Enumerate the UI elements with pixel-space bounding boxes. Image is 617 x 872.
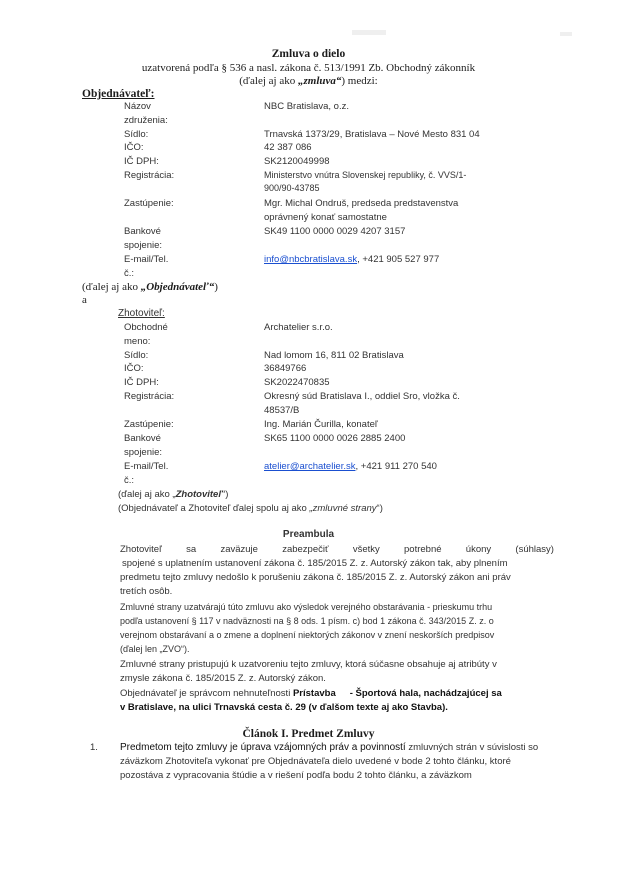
value: SK65 1100 0000 0026 2885 2400	[264, 433, 406, 444]
value: Archatelier s.r.o.	[264, 322, 333, 333]
label: združenia:	[124, 115, 168, 126]
word: Zhotoviteľ	[120, 544, 162, 555]
preambula-heading: Preambula	[282, 529, 335, 540]
objednavatel-alias	[82, 281, 218, 293]
text: (Objednávateľ a Zhotoviteľ ďalej spolu aj ako	[118, 503, 310, 514]
value: SK2022470835	[264, 377, 330, 388]
label: č.:	[124, 268, 135, 279]
preambula-line: tretích osôb.	[120, 586, 173, 597]
preambula-line: zmysle zákona č. 185/2015 Z. z. Autorský zákon.	[120, 673, 326, 684]
preambula-line: Zmluvné strany pristupujú k uzatvoreniu tejto zmluvy, ktorá súčasne obsahuje aj atribúty v	[120, 659, 497, 670]
text: Objednávateľ je správcom nehnuteľnosti	[120, 688, 293, 699]
label: Názov	[124, 101, 151, 112]
article-line	[120, 742, 538, 753]
label: Registrácia:	[124, 391, 175, 402]
phone: , +421 905 527 977	[357, 254, 440, 265]
text: (ďalej aj ako	[82, 281, 141, 293]
value: NBC Bratislava, o.z.	[264, 101, 349, 112]
preambula-line: verejnom obstarávaní a o zmene a doplnení niektorých zákonov v znení neskorších predpisov	[120, 630, 495, 640]
value: SK2120049998	[264, 156, 330, 167]
word: potrebné	[404, 544, 442, 555]
value: Ing. Marián Čurilla, konateľ	[264, 419, 378, 430]
text: zmluvných strán v súvislosti so	[405, 742, 539, 753]
value: 36849766	[264, 363, 307, 374]
preambula-line: Zmluvné strany uzatvárajú túto zmluvu ako výsledok verejného obstarávania - prieskumu trhu	[120, 602, 493, 612]
scan-smudge	[352, 30, 386, 35]
label: Registrácia:	[124, 170, 175, 181]
preambula-p1-line1	[120, 544, 554, 555]
text: ) medzi:	[341, 75, 378, 87]
value: 48537/B	[264, 405, 300, 416]
email-link[interactable]: info@nbcbratislava.sk	[264, 254, 358, 265]
objednavatel-heading: Objednávateľ:	[82, 88, 155, 100]
zhotovitel-heading: Zhotoviteľ:	[118, 308, 165, 319]
label: Zastúpenie:	[124, 198, 174, 209]
phone: , +421 911 270 540	[355, 461, 437, 472]
label: spojenie:	[124, 447, 163, 458]
word: (súhlasy)	[515, 544, 554, 555]
text: “)	[222, 489, 229, 500]
article-item-number: 1.	[90, 742, 98, 753]
emphasis: „zmluva“	[297, 75, 342, 87]
email-link[interactable]: atelier@archatelier.sk	[264, 461, 356, 472]
value: SK49 1100 0000 0029 4207 3157	[264, 226, 406, 237]
parties-alias	[118, 503, 383, 514]
value: Okresný súd Bratislava I., oddiel Sro, vložka č.	[264, 391, 460, 402]
preambula-line: (ďalej len „ZVO“).	[120, 644, 190, 654]
word: zabezpečiť	[282, 544, 329, 555]
value: Nad lomom 16, 811 02 Bratislava	[264, 350, 404, 361]
label: Zastúpenie:	[124, 419, 174, 430]
label: E-mail/Tel.	[124, 461, 169, 472]
contact-value	[264, 254, 439, 265]
label: spojenie:	[124, 240, 163, 251]
preambula-line: spojené s uplatnením ustanovení zákona č. 185/2015 Z. z. Autorský zákon tak, aby plnením	[122, 558, 508, 569]
article-line: záväzkom Zhotoviteľa vykonať pre Objednávateľa dielo uvedené v bode 2 tohto článku, ktoré	[120, 756, 511, 767]
label: IČO:	[124, 142, 144, 153]
value: Trnavská 1373/29, Bratislava – Nové Mesto 831 04	[264, 129, 480, 140]
word: všetky	[352, 544, 380, 555]
article-heading: Článok I. Predmet Zmluvy	[242, 728, 375, 740]
label: č.:	[124, 475, 135, 486]
label: meno:	[124, 336, 151, 347]
document-title: Zmluva o dielo	[271, 48, 346, 60]
word: zaväzuje	[220, 544, 258, 555]
value: 42 387 086	[264, 142, 312, 153]
value: Mgr. Michal Ondruš, predseda predstavenstva	[264, 198, 459, 209]
contact-value	[264, 461, 437, 472]
text-bold: - Športová hala, nachádzajúcej sa	[349, 688, 502, 699]
zhotovitel-alias	[118, 489, 228, 500]
text: (ďalej aj ako „	[118, 489, 176, 500]
document-subtitle: uzatvorená podľa § 536 a nasl. zákona č. 513/1991 Zb. Obchodný zákonník	[141, 62, 476, 74]
emphasis: Zhotoviteľ	[175, 489, 223, 500]
scan-smudge	[560, 32, 572, 36]
label: Sídlo:	[124, 350, 149, 361]
label: Bankové	[124, 226, 161, 237]
value: oprávnený konať samostatne	[264, 212, 387, 223]
emphasis: „zmluvné strany	[309, 503, 377, 514]
label: Sídlo:	[124, 129, 149, 140]
preambula-p4-line1	[120, 688, 502, 699]
text-bold: Prístavba	[292, 688, 336, 699]
preambula-p4-line2: v Bratislave, na ulici Trnavská cesta č. 29 (v ďalšom texte aj ako Stavba).	[120, 702, 448, 713]
label: IČ DPH:	[124, 377, 159, 388]
label: E-mail/Tel.	[124, 254, 169, 265]
value: 900/90-43785	[264, 183, 320, 193]
document-subtitle-2	[0, 75, 617, 87]
text: )	[214, 281, 218, 293]
label: Bankové	[124, 433, 161, 444]
emphasis: „Objednávateľ“	[140, 281, 215, 293]
article-line: pozostáva z vypracovania štúdie a v riešení podľa bodu 2 tohto článku, a záväzkom	[120, 770, 472, 781]
preambula-line: predmetu tejto zmluvy nedošlo k porušeniu zákona č. 185/2015 Z. z. Autorský zákon ani práv	[120, 572, 511, 583]
word: sa	[186, 544, 197, 555]
word: úkony	[465, 544, 492, 555]
text: (ďalej aj ako	[239, 75, 298, 87]
preambula-line: podľa ustanovení § 117 v nadväznosti na § 8 ods. 1 písm. c) bod 1 zákona č. 343/2015 Z. z. o	[120, 616, 494, 626]
label: IČO:	[124, 363, 144, 374]
conjunction: a	[82, 294, 87, 306]
text: “)	[376, 503, 383, 514]
text-bold: Predmetom tejto zmluvy je úprava vzájomných práv a povinností	[120, 742, 406, 753]
label: Obchodné	[124, 322, 168, 333]
value: Ministerstvo vnútra Slovenskej republiky, č. VVS/1-	[264, 170, 467, 180]
label: IČ DPH:	[124, 156, 159, 167]
